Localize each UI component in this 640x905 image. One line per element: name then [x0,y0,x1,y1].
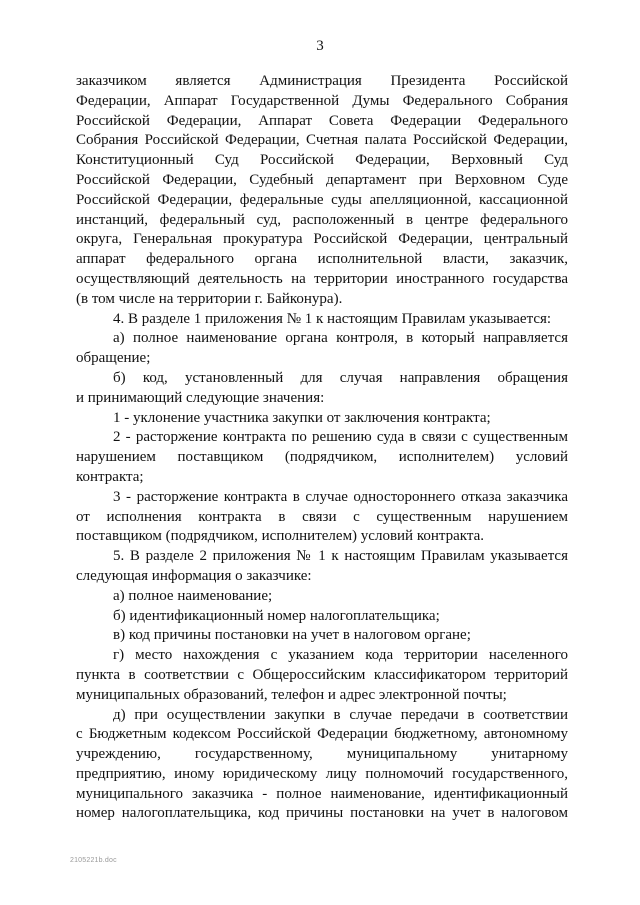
paragraph-item-4b [76,369,568,409]
paragraph-item-5d [76,646,568,705]
paragraph-code-3 [76,488,568,547]
text-line: Федерации, Аппарат Государственной Думы Федерального Собрания [76,92,568,109]
text-line: Российской Федерации, федеральные суды апелляционной, кассационной [76,191,568,208]
text-line: б) идентификационный номер налогоплательщика; [113,607,440,624]
text-line: осуществляющий деятельность на территории иностранного государства [76,270,568,287]
text-line: муниципального заказчика - полное наименование, идентификационный [76,785,568,802]
text-line: 5. В разделе 2 приложения № 1 к настоящим Правилам указывается [113,548,568,565]
text-line: поставщиком (подрядчиком, исполнителем) условий контракта. [76,528,485,545]
text-line: а) полное наименование органа контроля, в который направляется [113,330,568,347]
paragraph-item-4a [76,329,568,369]
text-line: пункта в соответствии с Общероссийским классификатором территорий [76,666,568,683]
text-line: б) код, установленный для случая направления обращения [113,369,568,386]
text-line: с Бюджетным кодексом Российской Федерации бюджетному, автономному [76,726,568,743]
text-line: Российской Федерации, Аппарат Совета Федерации Федерального [76,112,568,129]
paragraph-item-5a [76,587,568,607]
document-body [76,72,568,824]
text-line: Российской Федерации, Судебный департамент при Верховном Суде [76,171,568,188]
text-line: Собрания Российской Федерации, Счетная палата Российской Федерации, [76,132,568,149]
paragraph-item-5b [76,607,568,627]
text-line: номер налогоплательщика, код причины постановки на учет в налоговом [76,805,568,822]
paragraph-code-2 [76,428,568,487]
text-line: обращение; [76,350,151,367]
page-number: 3 [316,38,324,54]
paragraph-item-5e [76,706,568,825]
text-line: от исполнения контракта в связи с существенным нарушением [76,508,568,525]
text-line: 3 - расторжение контракта в случае одностороннего отказа заказчика [113,488,568,505]
text-line: 4. В разделе 1 приложения № 1 к настоящим Правилам указывается: [113,310,552,327]
paragraph-item-5c [76,626,568,646]
text-line: и принимающий следующие значения: [76,389,325,406]
text-line: д) при осуществлении закупки в случае передачи в соответствии [113,706,568,723]
text-line: Конституционный Суд Российской Федерации, Верховный Суд [76,152,568,169]
paragraph-item-5 [76,547,568,587]
text-line: заказчиком является Администрация Президента Российской [76,73,568,89]
text-line: 2 - расторжение контракта по решению суда в связи с существенным [113,429,568,446]
text-line: (в том числе на территории г. Байконура). [76,290,343,307]
text-line: г) место нахождения с указанием кода территории населенного [113,647,568,664]
text-line: в) код причины постановки на учет в налоговом органе; [113,627,471,644]
text-line: контракта; [76,468,144,485]
paragraph-code-1 [76,409,568,429]
text-line: предприятию, иному юридическому лицу полномочий государственного, [76,765,568,782]
text-line: следующая информация о заказчике: [76,567,312,584]
text-line: нарушением поставщиком (подрядчиком, исполнителем) условий [76,449,568,466]
text-line: муниципальных образований, телефон и адрес электронной почты; [76,686,507,703]
text-line: инстанций, федеральный суд, расположенный в центре федерального [76,211,568,228]
text-line: 1 - уклонение участника закупки от заключения контракта; [113,409,491,426]
paragraph-item-4 [76,310,568,330]
text-line: аппарат федерального органа исполнительной власти, заказчик, [76,251,568,268]
text-line: округа, Генеральная прокуратура Российской Федерации, центральный [76,231,568,248]
footer-file-label: 2105221b.doc [70,857,117,864]
paragraph-continuation [76,72,568,310]
text-line: а) полное наименование; [113,587,273,604]
text-line: учреждению, государственному, муниципальному унитарному [76,746,568,763]
